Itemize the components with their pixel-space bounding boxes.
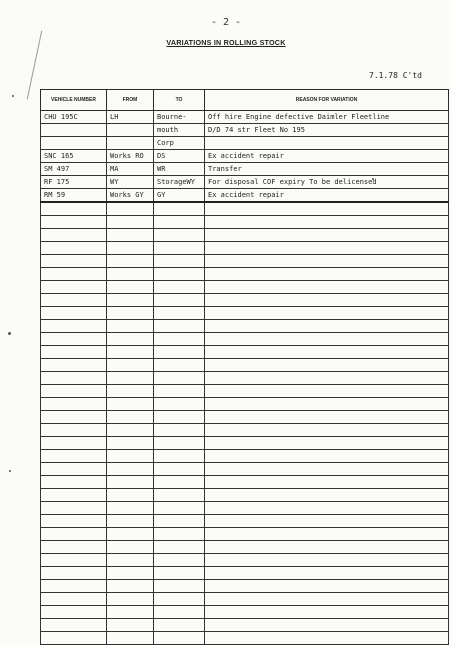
to-cell bbox=[154, 333, 205, 346]
vehicle-number-cell bbox=[41, 346, 107, 359]
vehicle-number-cell: RF 175 bbox=[41, 176, 107, 189]
column-header-vehicle-number: VEHICLE NUMBER bbox=[41, 90, 107, 111]
vehicle-number-cell bbox=[41, 450, 107, 463]
table-row bbox=[41, 450, 449, 463]
vehicle-number-cell bbox=[41, 580, 107, 593]
vehicle-number-cell bbox=[41, 229, 107, 242]
table-row bbox=[41, 541, 449, 554]
reason-cell bbox=[205, 567, 449, 580]
to-cell bbox=[154, 437, 205, 450]
from-cell: LH bbox=[107, 111, 154, 124]
table-row bbox=[41, 476, 449, 489]
reason-cell bbox=[205, 411, 449, 424]
from-cell bbox=[107, 580, 154, 593]
column-header-to: TO bbox=[154, 90, 205, 111]
from-cell bbox=[107, 424, 154, 437]
table-row bbox=[41, 333, 449, 346]
vehicle-number-cell bbox=[41, 202, 107, 216]
to-cell bbox=[154, 372, 205, 385]
from-cell bbox=[107, 541, 154, 554]
to-cell bbox=[154, 606, 205, 619]
reason-cell bbox=[205, 502, 449, 515]
table-row bbox=[41, 137, 449, 150]
to-cell bbox=[154, 202, 205, 216]
reason-cell bbox=[205, 294, 449, 307]
reason-cell bbox=[205, 554, 449, 567]
vehicle-number-cell bbox=[41, 216, 107, 229]
vehicle-number-cell bbox=[41, 476, 107, 489]
to-cell bbox=[154, 502, 205, 515]
to-cell: DS bbox=[154, 150, 205, 163]
reason-cell bbox=[205, 632, 449, 645]
vehicle-number-cell bbox=[41, 567, 107, 580]
from-cell bbox=[107, 255, 154, 268]
table-row bbox=[41, 632, 449, 645]
reason-cell bbox=[205, 359, 449, 372]
to-cell bbox=[154, 593, 205, 606]
to-cell bbox=[154, 229, 205, 242]
table-row bbox=[41, 554, 449, 567]
reason-cell bbox=[205, 229, 449, 242]
vehicle-number-cell bbox=[41, 489, 107, 502]
reason-cell bbox=[205, 372, 449, 385]
to-cell: Bourne- bbox=[154, 111, 205, 124]
table-row bbox=[41, 268, 449, 281]
vehicle-number-cell bbox=[41, 242, 107, 255]
vehicle-number-cell bbox=[41, 593, 107, 606]
reason-cell bbox=[205, 281, 449, 294]
vehicle-number-cell: SM 497 bbox=[41, 163, 107, 176]
vehicle-number-cell bbox=[41, 372, 107, 385]
vehicle-number-cell: RM 59 bbox=[41, 189, 107, 203]
from-cell bbox=[107, 372, 154, 385]
to-cell: Corp bbox=[154, 137, 205, 150]
to-cell bbox=[154, 268, 205, 281]
reason-cell bbox=[205, 202, 449, 216]
table-header-row bbox=[41, 90, 449, 111]
from-cell bbox=[107, 202, 154, 216]
reason-cell bbox=[205, 606, 449, 619]
to-cell bbox=[154, 619, 205, 632]
table-row bbox=[41, 255, 449, 268]
to-cell bbox=[154, 359, 205, 372]
reason-cell bbox=[205, 307, 449, 320]
table-body bbox=[41, 111, 449, 645]
to-cell bbox=[154, 320, 205, 333]
vehicle-number-cell bbox=[41, 124, 107, 137]
from-cell bbox=[107, 489, 154, 502]
table-row bbox=[41, 229, 449, 242]
to-cell bbox=[154, 242, 205, 255]
table-row bbox=[41, 437, 449, 450]
reason-cell bbox=[205, 385, 449, 398]
from-cell bbox=[107, 463, 154, 476]
to-cell bbox=[154, 541, 205, 554]
from-cell bbox=[107, 606, 154, 619]
vehicle-number-cell bbox=[41, 294, 107, 307]
reason-cell bbox=[205, 255, 449, 268]
vehicle-number-cell bbox=[41, 333, 107, 346]
to-cell bbox=[154, 515, 205, 528]
vehicle-number-cell bbox=[41, 411, 107, 424]
to-cell bbox=[154, 450, 205, 463]
table-row bbox=[41, 567, 449, 580]
vehicle-number-cell bbox=[41, 359, 107, 372]
from-cell bbox=[107, 281, 154, 294]
to-cell bbox=[154, 281, 205, 294]
to-cell bbox=[154, 463, 205, 476]
table-row bbox=[41, 502, 449, 515]
to-cell: mouth bbox=[154, 124, 205, 137]
reason-cell bbox=[205, 268, 449, 281]
document-title: VARIATIONS IN ROLLING STOCK bbox=[166, 38, 286, 47]
from-cell bbox=[107, 593, 154, 606]
reason-cell: D/D 74 str Fleet No 195 bbox=[205, 124, 449, 137]
from-cell bbox=[107, 567, 154, 580]
from-cell bbox=[107, 437, 154, 450]
page-number: - 2 - bbox=[210, 17, 242, 28]
reason-cell bbox=[205, 424, 449, 437]
to-cell bbox=[154, 385, 205, 398]
table-row bbox=[41, 242, 449, 255]
from-cell bbox=[107, 398, 154, 411]
from-cell bbox=[107, 554, 154, 567]
reason-cell bbox=[205, 398, 449, 411]
table-row bbox=[41, 424, 449, 437]
table-row bbox=[41, 359, 449, 372]
from-cell: Works GY bbox=[107, 189, 154, 203]
reason-cell bbox=[205, 137, 449, 150]
to-cell: GY bbox=[154, 189, 205, 203]
reason-cell: Ex accident repair bbox=[205, 189, 449, 203]
vehicle-number-cell bbox=[41, 541, 107, 554]
column-header-from: FROM bbox=[107, 90, 154, 111]
table-row bbox=[41, 411, 449, 424]
table-row bbox=[41, 307, 449, 320]
to-cell bbox=[154, 632, 205, 645]
to-cell bbox=[154, 476, 205, 489]
from-cell bbox=[107, 124, 154, 137]
reason-cell bbox=[205, 450, 449, 463]
reason-cell: Transfer bbox=[205, 163, 449, 176]
vehicle-number-cell bbox=[41, 255, 107, 268]
reason-cell bbox=[205, 463, 449, 476]
table-row bbox=[41, 281, 449, 294]
table-row bbox=[41, 489, 449, 502]
from-cell bbox=[107, 216, 154, 229]
from-cell bbox=[107, 307, 154, 320]
column-header-reason: REASON FOR VARIATION bbox=[205, 90, 449, 111]
vehicle-number-cell bbox=[41, 606, 107, 619]
from-cell bbox=[107, 229, 154, 242]
to-cell bbox=[154, 424, 205, 437]
reason-cell bbox=[205, 437, 449, 450]
to-cell bbox=[154, 567, 205, 580]
to-cell bbox=[154, 255, 205, 268]
reason-cell: For disposal COF expiry To be delicensed bbox=[205, 176, 449, 189]
table-row bbox=[41, 385, 449, 398]
from-cell: WY bbox=[107, 176, 154, 189]
table-row bbox=[41, 111, 449, 124]
vehicle-number-cell bbox=[41, 437, 107, 450]
reason-cell bbox=[205, 541, 449, 554]
vehicle-number-cell bbox=[41, 424, 107, 437]
from-cell bbox=[107, 268, 154, 281]
table-row bbox=[41, 346, 449, 359]
scan-speck bbox=[9, 470, 11, 472]
vehicle-number-cell bbox=[41, 385, 107, 398]
table-row bbox=[41, 606, 449, 619]
reason-cell bbox=[205, 489, 449, 502]
reason-cell bbox=[205, 242, 449, 255]
vehicle-number-cell bbox=[41, 463, 107, 476]
vehicle-number-cell bbox=[41, 502, 107, 515]
to-cell bbox=[154, 398, 205, 411]
from-cell bbox=[107, 346, 154, 359]
reason-cell bbox=[205, 333, 449, 346]
table-row bbox=[41, 372, 449, 385]
to-cell bbox=[154, 554, 205, 567]
table-row bbox=[41, 163, 449, 176]
table-row bbox=[41, 580, 449, 593]
table-row bbox=[41, 124, 449, 137]
reason-cell bbox=[205, 528, 449, 541]
to-cell: StorageWY bbox=[154, 176, 205, 189]
from-cell bbox=[107, 528, 154, 541]
table-row bbox=[41, 398, 449, 411]
reason-cell bbox=[205, 593, 449, 606]
scan-speck bbox=[8, 332, 11, 335]
to-cell bbox=[154, 307, 205, 320]
reason-cell bbox=[205, 515, 449, 528]
table-row bbox=[41, 150, 449, 163]
scan-speck bbox=[12, 95, 14, 97]
from-cell bbox=[107, 476, 154, 489]
to-cell bbox=[154, 489, 205, 502]
vehicle-number-cell bbox=[41, 554, 107, 567]
to-cell bbox=[154, 580, 205, 593]
reason-cell bbox=[205, 476, 449, 489]
vehicle-number-cell bbox=[41, 268, 107, 281]
table-row bbox=[41, 593, 449, 606]
reason-cell bbox=[205, 320, 449, 333]
reason-cell: Off hire Engine defective Daimler Fleetline bbox=[205, 111, 449, 124]
vehicle-number-cell: SNC 165 bbox=[41, 150, 107, 163]
to-cell bbox=[154, 294, 205, 307]
vehicle-number-cell bbox=[41, 137, 107, 150]
from-cell: MA bbox=[107, 163, 154, 176]
from-cell: Works RO bbox=[107, 150, 154, 163]
from-cell bbox=[107, 294, 154, 307]
reason-cell: Ex accident repair bbox=[205, 150, 449, 163]
from-cell bbox=[107, 502, 154, 515]
vehicle-number-cell bbox=[41, 281, 107, 294]
vehicle-number-cell bbox=[41, 632, 107, 645]
date-continued: 7.1.78 C'td bbox=[369, 71, 422, 80]
from-cell bbox=[107, 385, 154, 398]
reason-cell bbox=[205, 346, 449, 359]
reason-cell bbox=[205, 580, 449, 593]
vehicle-number-cell bbox=[41, 515, 107, 528]
to-cell bbox=[154, 346, 205, 359]
from-cell bbox=[107, 450, 154, 463]
table-row bbox=[41, 320, 449, 333]
vehicle-number-cell bbox=[41, 320, 107, 333]
table-row bbox=[41, 176, 449, 189]
table-row bbox=[41, 202, 449, 216]
reason-cell bbox=[205, 619, 449, 632]
to-cell bbox=[154, 528, 205, 541]
table-row bbox=[41, 515, 449, 528]
vehicle-number-cell: CHU 195C bbox=[41, 111, 107, 124]
reason-cell bbox=[205, 216, 449, 229]
from-cell bbox=[107, 411, 154, 424]
to-cell: WR bbox=[154, 163, 205, 176]
to-cell bbox=[154, 216, 205, 229]
from-cell bbox=[107, 515, 154, 528]
table-row bbox=[41, 294, 449, 307]
from-cell bbox=[107, 632, 154, 645]
vehicle-number-cell bbox=[41, 307, 107, 320]
vehicle-number-cell bbox=[41, 398, 107, 411]
table-row bbox=[41, 463, 449, 476]
from-cell bbox=[107, 359, 154, 372]
table-row bbox=[41, 619, 449, 632]
rolling-stock-table bbox=[40, 89, 449, 645]
from-cell bbox=[107, 320, 154, 333]
from-cell bbox=[107, 619, 154, 632]
vehicle-number-cell bbox=[41, 619, 107, 632]
from-cell bbox=[107, 333, 154, 346]
table-row bbox=[41, 189, 449, 203]
from-cell bbox=[107, 242, 154, 255]
table-row bbox=[41, 528, 449, 541]
vehicle-number-cell bbox=[41, 528, 107, 541]
from-cell bbox=[107, 137, 154, 150]
table-row bbox=[41, 216, 449, 229]
to-cell bbox=[154, 411, 205, 424]
